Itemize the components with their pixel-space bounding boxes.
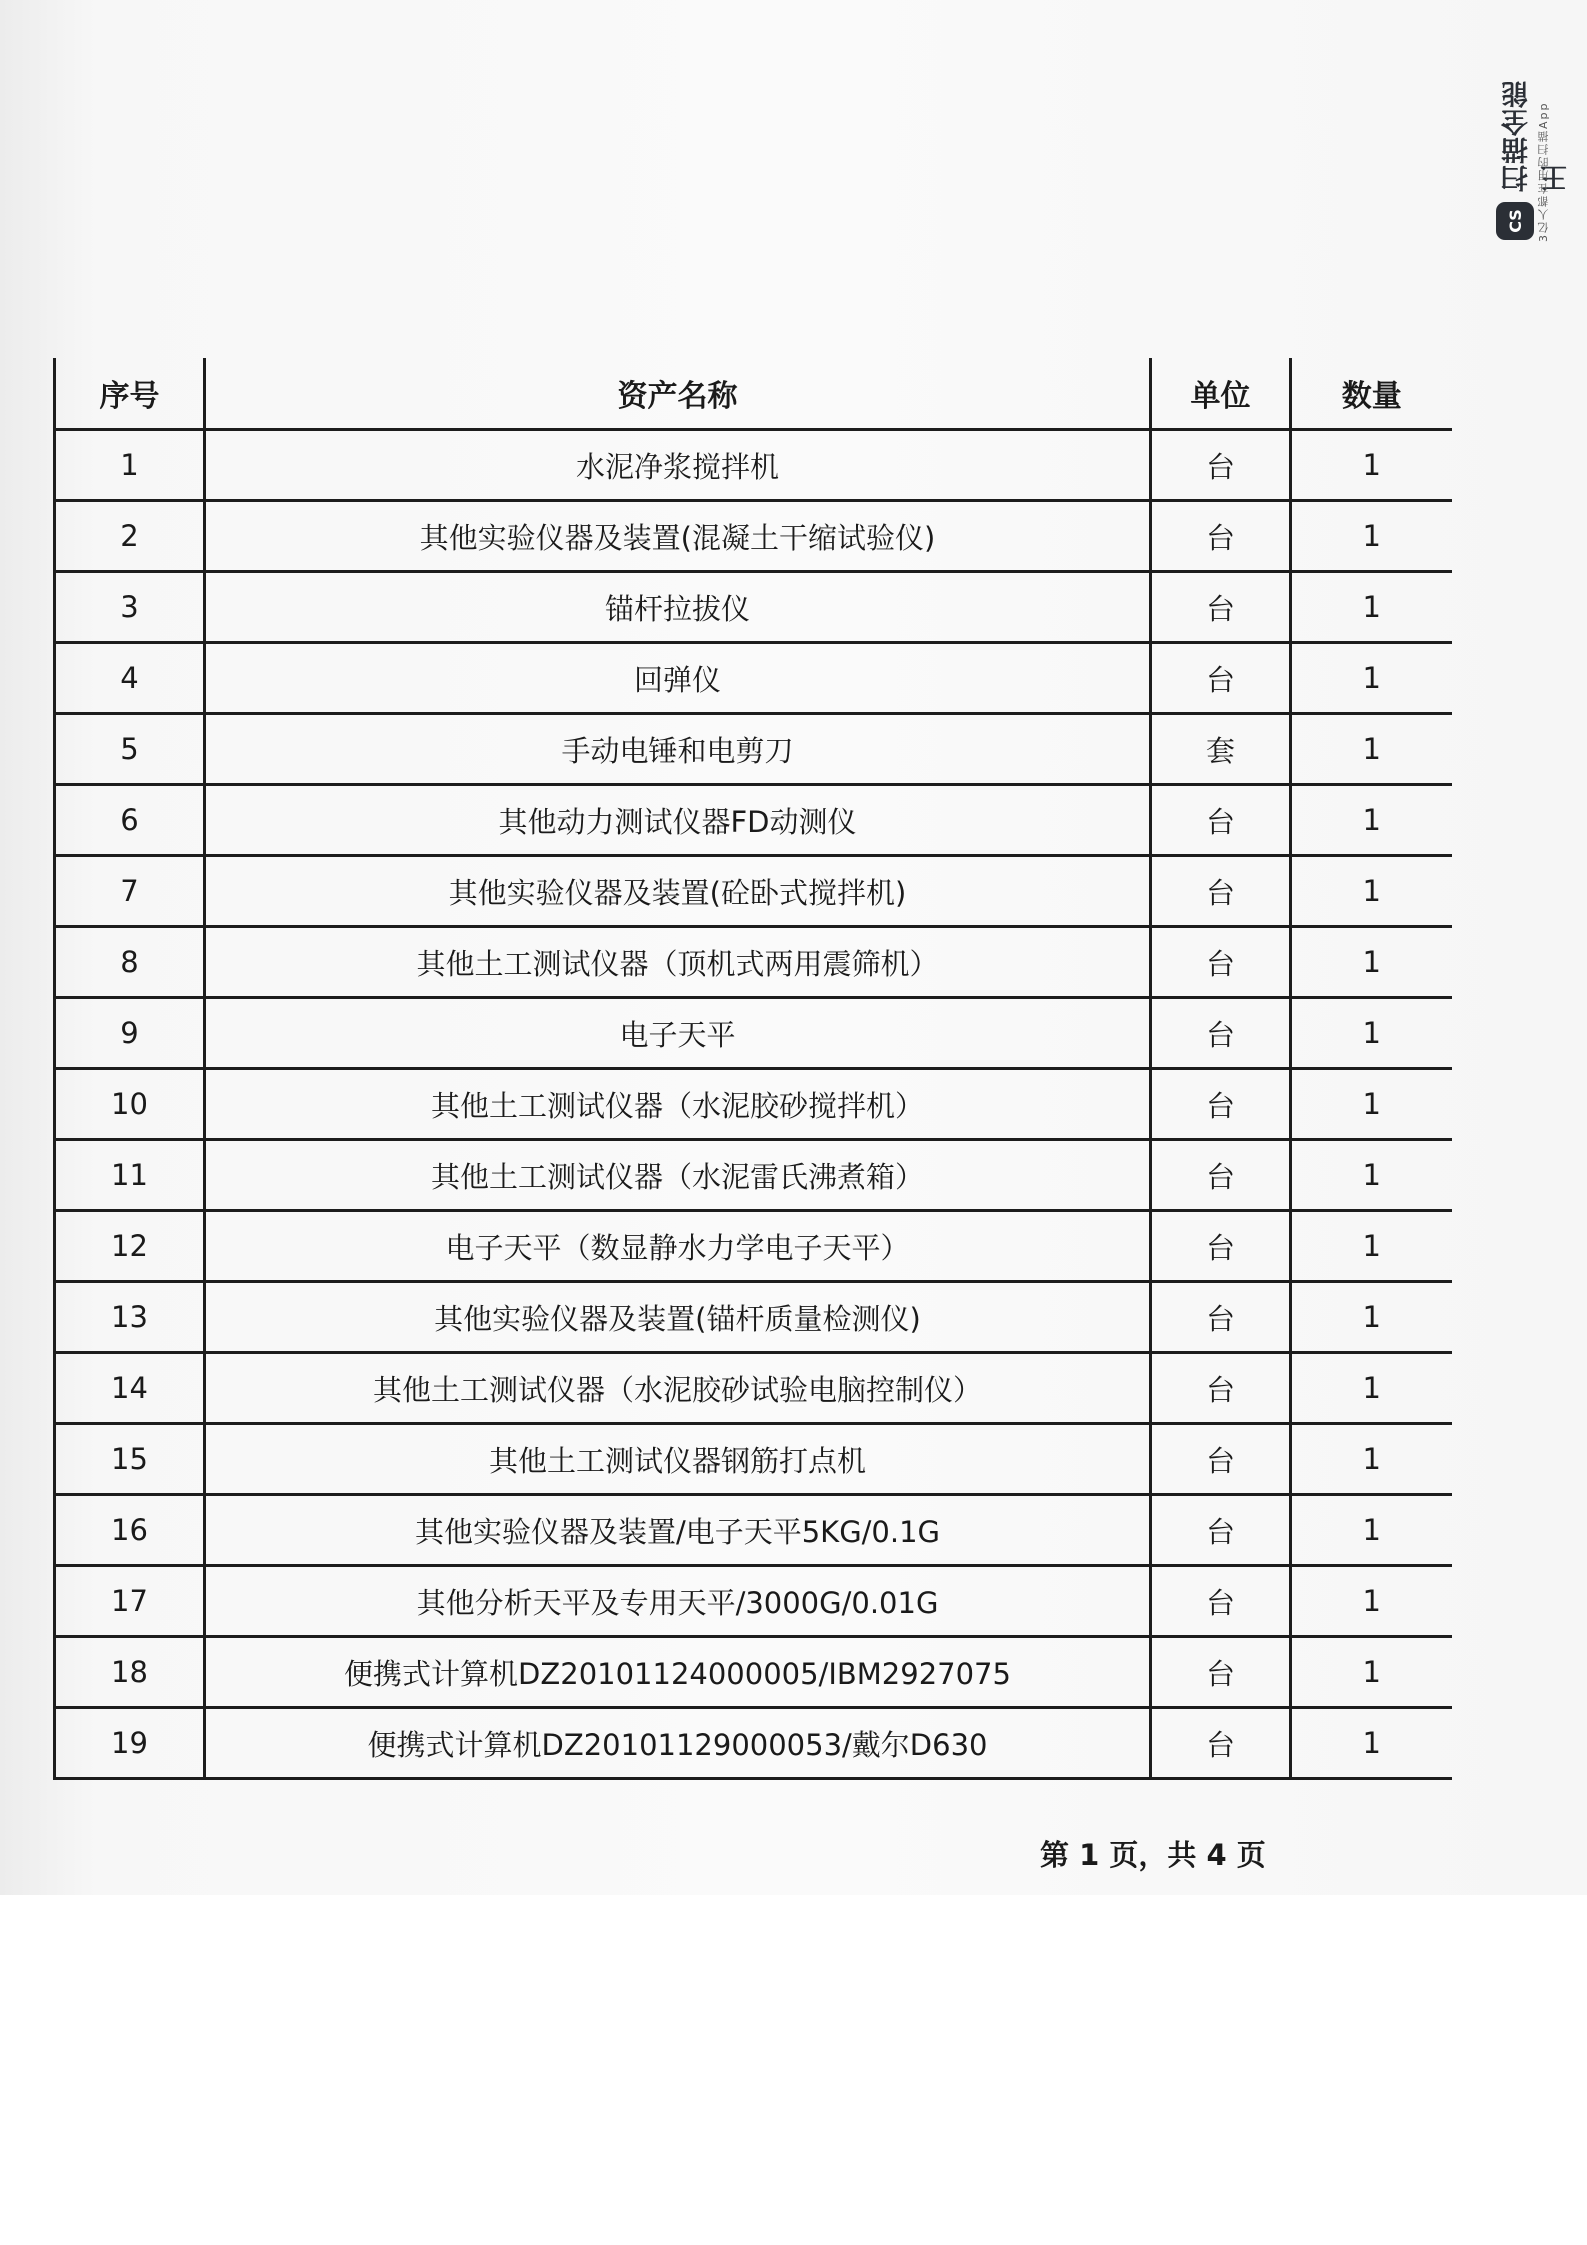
camscanner-logo-icon: CS [1496, 202, 1534, 240]
cell-index: 12 [55, 1211, 205, 1282]
cell-index: 14 [55, 1353, 205, 1424]
cell-unit: 台 [1151, 430, 1291, 501]
cell-quantity: 1 [1291, 998, 1452, 1069]
header-quantity: 数量 [1291, 358, 1452, 430]
cell-index: 13 [55, 1282, 205, 1353]
cell-unit: 台 [1151, 1140, 1291, 1211]
camscanner-watermark [1490, 62, 1572, 242]
cell-index: 16 [55, 1495, 205, 1566]
table-row [55, 1069, 1452, 1140]
cell-name: 其他土工测试仪器（水泥雷氏沸煮箱） [205, 1140, 1151, 1211]
cell-name: 其他实验仪器及装置(锚杆质量检测仪) [205, 1282, 1151, 1353]
table-row [55, 501, 1452, 572]
cell-name: 其他土工测试仪器钢筋打点机 [205, 1424, 1151, 1495]
cell-name: 电子天平 [205, 998, 1151, 1069]
cell-index: 1 [55, 430, 205, 501]
table-row [55, 572, 1452, 643]
cell-quantity: 1 [1291, 1708, 1452, 1779]
cell-unit: 台 [1151, 1424, 1291, 1495]
cell-name: 锚杆拉拔仪 [205, 572, 1151, 643]
cell-quantity: 1 [1291, 430, 1452, 501]
table-row [55, 1140, 1452, 1211]
cell-index: 19 [55, 1708, 205, 1779]
cell-unit: 台 [1151, 1069, 1291, 1140]
cell-quantity: 1 [1291, 1424, 1452, 1495]
table-row [55, 1211, 1452, 1282]
cell-index: 3 [55, 572, 205, 643]
header-name: 资产名称 [205, 358, 1151, 430]
cell-unit: 台 [1151, 1211, 1291, 1282]
header-unit: 单位 [1151, 358, 1291, 430]
cell-name: 其他分析天平及专用天平/3000G/0.01G [205, 1566, 1151, 1637]
cell-name: 手动电锤和电剪刀 [205, 714, 1151, 785]
cell-quantity: 1 [1291, 714, 1452, 785]
cell-name: 其他实验仪器及装置/电子天平5KG/0.1G [205, 1495, 1151, 1566]
cell-index: 10 [55, 1069, 205, 1140]
cell-quantity: 1 [1291, 785, 1452, 856]
cell-name: 其他动力测试仪器FD动测仪 [205, 785, 1151, 856]
table-row [55, 1495, 1452, 1566]
cell-quantity: 1 [1291, 856, 1452, 927]
cell-unit: 台 [1151, 1637, 1291, 1708]
cell-unit: 台 [1151, 501, 1291, 572]
cell-quantity: 1 [1291, 643, 1452, 714]
cell-quantity: 1 [1291, 1140, 1452, 1211]
cell-quantity: 1 [1291, 1069, 1452, 1140]
table-row [55, 714, 1452, 785]
cell-name: 其他实验仪器及装置(混凝土干缩试验仪) [205, 501, 1151, 572]
cell-unit: 套 [1151, 714, 1291, 785]
cell-index: 4 [55, 643, 205, 714]
cell-unit: 台 [1151, 643, 1291, 714]
cell-unit: 台 [1151, 1708, 1291, 1779]
cell-name: 其他土工测试仪器（顶机式两用震筛机） [205, 927, 1151, 998]
table-row [55, 998, 1452, 1069]
cell-name: 其他土工测试仪器（水泥胶砂搅拌机） [205, 1069, 1151, 1140]
cell-unit: 台 [1151, 785, 1291, 856]
cell-name: 水泥净浆搅拌机 [205, 430, 1151, 501]
cell-unit: 台 [1151, 572, 1291, 643]
cell-name: 其他实验仪器及装置(砼卧式搅拌机) [205, 856, 1151, 927]
cell-index: 2 [55, 501, 205, 572]
cell-index: 11 [55, 1140, 205, 1211]
cell-name: 回弹仪 [205, 643, 1151, 714]
table-row [55, 927, 1452, 998]
cell-quantity: 1 [1291, 1211, 1452, 1282]
asset-table [53, 358, 1452, 1780]
cell-index: 9 [55, 998, 205, 1069]
cell-index: 6 [55, 785, 205, 856]
cell-quantity: 1 [1291, 572, 1452, 643]
header-index: 序号 [55, 358, 205, 430]
cell-quantity: 1 [1291, 1353, 1452, 1424]
table-header-row [55, 358, 1452, 430]
table-row [55, 1424, 1452, 1495]
cell-quantity: 1 [1291, 1637, 1452, 1708]
table-row [55, 785, 1452, 856]
cell-quantity: 1 [1291, 1495, 1452, 1566]
cell-unit: 台 [1151, 1282, 1291, 1353]
scan-margin [0, 1895, 1587, 2245]
cell-quantity: 1 [1291, 1282, 1452, 1353]
cell-name: 其他土工测试仪器（水泥胶砂试验电脑控制仪） [205, 1353, 1151, 1424]
table-body [55, 430, 1452, 1779]
cell-index: 15 [55, 1424, 205, 1495]
table-row [55, 643, 1452, 714]
table-row [55, 430, 1452, 501]
table-row [55, 1566, 1452, 1637]
cell-quantity: 1 [1291, 501, 1452, 572]
cell-index: 17 [55, 1566, 205, 1637]
table-row [55, 1282, 1452, 1353]
cell-quantity: 1 [1291, 1566, 1452, 1637]
watermark-tagline: 3亿人都在用的扫描App [1537, 101, 1550, 242]
cell-name: 便携式计算机DZ20101129000053/戴尔D630 [205, 1708, 1151, 1779]
cell-unit: 台 [1151, 1566, 1291, 1637]
cell-unit: 台 [1151, 927, 1291, 998]
table-row [55, 856, 1452, 927]
watermark-name: 扫描全能王 [1502, 80, 1572, 192]
cell-quantity: 1 [1291, 927, 1452, 998]
table-row [55, 1353, 1452, 1424]
cell-index: 18 [55, 1637, 205, 1708]
cell-index: 7 [55, 856, 205, 927]
table-row [55, 1708, 1452, 1779]
cell-unit: 台 [1151, 998, 1291, 1069]
cell-unit: 台 [1151, 1495, 1291, 1566]
cell-index: 8 [55, 927, 205, 998]
cell-index: 5 [55, 714, 205, 785]
cell-name: 电子天平（数显静水力学电子天平） [205, 1211, 1151, 1282]
cell-unit: 台 [1151, 1353, 1291, 1424]
cell-unit: 台 [1151, 856, 1291, 927]
table-row [55, 1637, 1452, 1708]
page-number: 第 1 页，共 4 页 [1040, 1838, 1266, 1872]
cell-name: 便携式计算机DZ20101124000005/IBM2927075 [205, 1637, 1151, 1708]
